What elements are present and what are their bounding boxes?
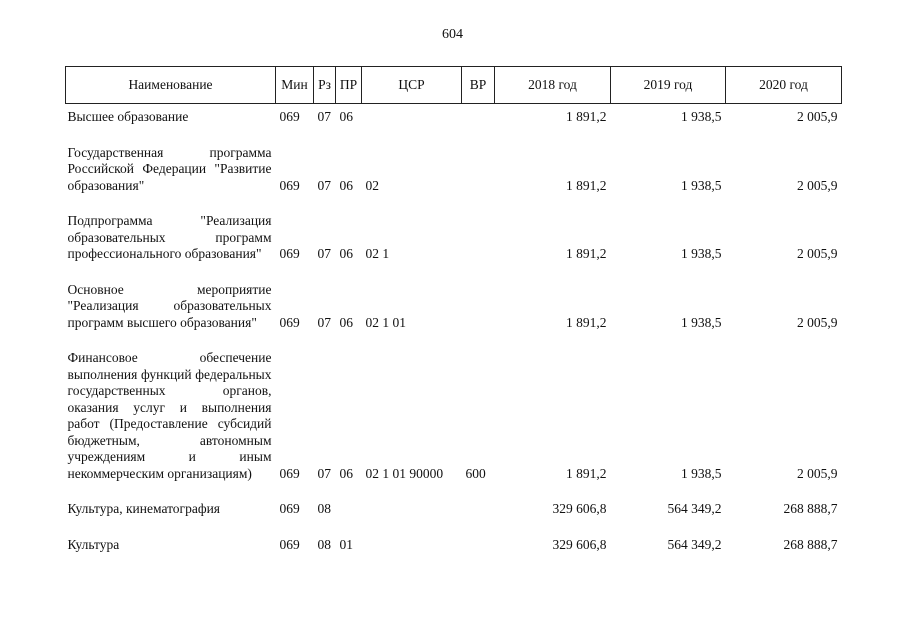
table-row [66, 263, 842, 332]
cell-pr: 06 [339, 314, 353, 330]
cell-2020: 268 888,7 [783, 536, 838, 552]
header-2018: 2018 год [495, 67, 611, 104]
cell-rz: 07 [317, 246, 331, 261]
header-rz: Рз [314, 67, 336, 104]
cell-rz: 07 [317, 465, 331, 481]
cell-name: Высшее образование [67, 109, 189, 124]
cell-rz: 07 [317, 177, 331, 193]
header-name: Наименование [66, 67, 276, 104]
cell-name: Основное мероприятие "Реализация образовательных программ высшего образования" [67, 281, 272, 330]
cell-2019: 564 349,2 [667, 501, 722, 516]
cell-min: 069 [279, 109, 300, 124]
cell-2020: 2 005,9 [797, 109, 838, 124]
cell-2020: 2 005,9 [797, 246, 838, 261]
table-header-row [66, 67, 842, 104]
cell-name: Финансовое обеспечение выполнения функций федеральных государственных органов, оказания услуг и выполнения работ (Предоставление субсидий бюджетным, автономным учреждениям и иным некоммерческим организациям) [67, 350, 272, 481]
cell-vr [462, 518, 495, 554]
header-csr: ЦСР [362, 67, 462, 104]
cell-2020: 268 888,7 [783, 501, 838, 516]
table-row [66, 331, 842, 482]
cell-2019: 1 938,5 [681, 109, 722, 124]
cell-2018: 1 891,2 [566, 177, 607, 193]
cell-pr: 06 [339, 246, 353, 261]
cell-vr: 600 [465, 465, 486, 481]
cell-2019: 1 938,5 [681, 246, 722, 261]
cell-csr: 02 1 01 90000 [365, 465, 444, 481]
cell-vr [462, 482, 495, 518]
cell-vr [462, 104, 495, 126]
cell-2020: 2 005,9 [797, 314, 838, 330]
cell-csr: 02 [365, 177, 379, 193]
cell-rz: 07 [317, 109, 331, 124]
cell-rz: 08 [317, 536, 331, 552]
header-pr: ПР [336, 67, 362, 104]
cell-min: 069 [279, 177, 300, 193]
cell-2018: 329 606,8 [552, 501, 607, 516]
cell-2019: 564 349,2 [667, 536, 722, 552]
page-number: 604 [442, 27, 463, 42]
cell-name: Культура, кинематография [67, 501, 221, 516]
cell-min: 069 [279, 465, 300, 481]
cell-pr: 01 [339, 536, 353, 552]
budget-table [65, 66, 842, 553]
cell-2019: 1 938,5 [681, 177, 722, 193]
cell-2018: 1 891,2 [566, 246, 607, 261]
cell-min: 069 [279, 246, 300, 261]
cell-2018: 1 891,2 [566, 109, 607, 124]
cell-rz: 08 [317, 501, 331, 516]
header-vr: ВР [462, 67, 495, 104]
table-row [66, 104, 842, 126]
cell-csr [362, 482, 462, 518]
cell-2018: 1 891,2 [566, 465, 607, 481]
cell-vr [462, 194, 495, 263]
cell-min: 069 [279, 314, 300, 330]
cell-name: Государственная программа Российской Федерации "Развитие образования" [67, 144, 272, 193]
cell-pr: 06 [339, 109, 353, 124]
cell-rz: 07 [317, 314, 331, 330]
cell-2018: 329 606,8 [552, 536, 607, 552]
cell-name: Культура [67, 536, 120, 552]
cell-csr: 02 1 01 [365, 314, 406, 330]
table-body [66, 104, 842, 554]
header-2020: 2020 год [726, 67, 842, 104]
cell-2019: 1 938,5 [681, 314, 722, 330]
cell-2018: 1 891,2 [566, 314, 607, 330]
cell-2020: 2 005,9 [797, 177, 838, 193]
cell-2019: 1 938,5 [681, 465, 722, 481]
cell-vr [462, 126, 495, 195]
cell-vr [462, 263, 495, 332]
cell-min: 069 [279, 536, 300, 552]
table-row [66, 518, 842, 554]
cell-pr: 06 [339, 177, 353, 193]
table-row [66, 126, 842, 195]
cell-min: 069 [279, 501, 300, 516]
cell-csr [362, 518, 462, 554]
cell-name: Подпрограмма "Реализация образовательных программ профессионального образования" [67, 213, 272, 261]
cell-2020: 2 005,9 [797, 465, 838, 481]
table-row [66, 482, 842, 518]
cell-csr: 02 1 [365, 246, 390, 261]
cell-csr [362, 104, 462, 126]
cell-pr [336, 482, 362, 518]
cell-pr: 06 [339, 465, 353, 481]
header-min: Мин [276, 67, 314, 104]
table-row [66, 194, 842, 263]
header-2019: 2019 год [611, 67, 726, 104]
